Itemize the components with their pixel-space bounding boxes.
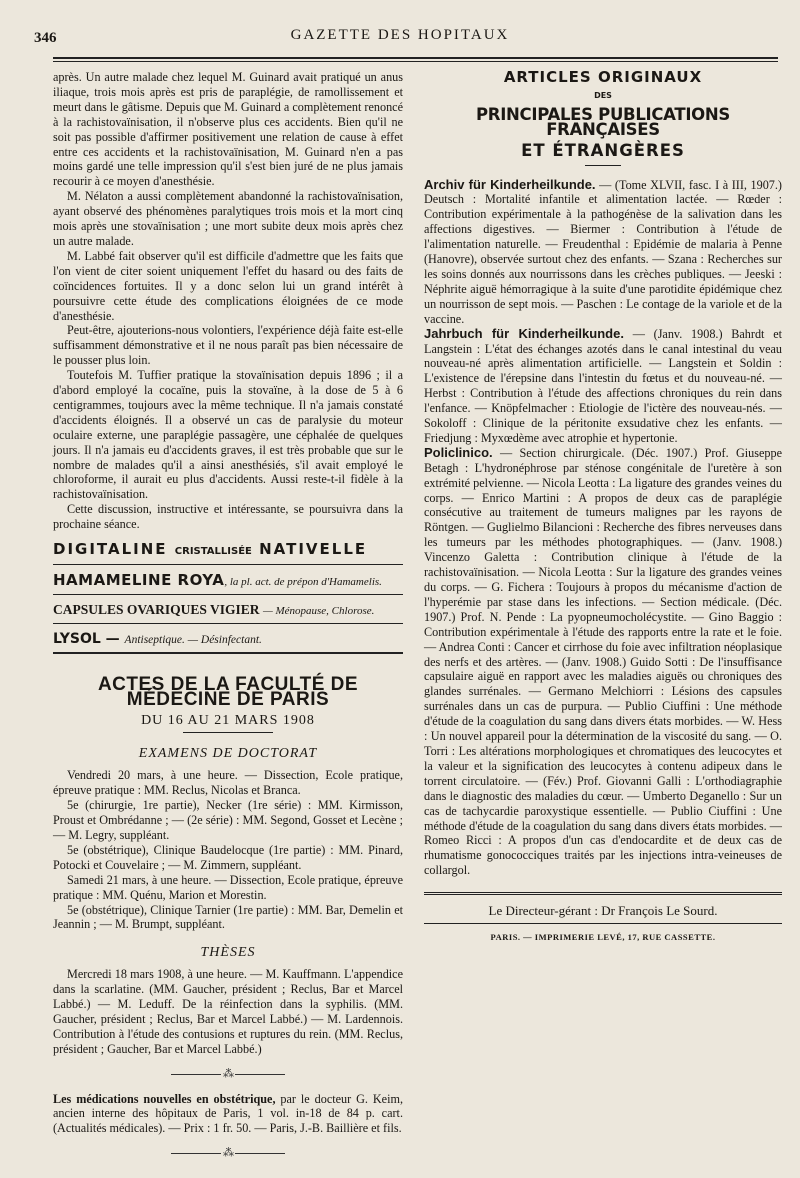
ornament-divider: ⁂ (53, 1067, 403, 1082)
exam-entry: 5e (obstétrique), Clinique Baudelocque (1re partie) : MM. Pinard, Potocki et Couvelaire ; — M. Zimmern, suppléant. (53, 842, 403, 872)
paragraph: M. Nélaton a aussi complètement abandonné la rachistovaïnisation, ayant observé des phénomènes paralytiques trois mois et la mort cinq mois après une stovaïnisation ; une mort subite deux mois après chez un autre malade. (53, 189, 403, 248)
paragraph: après. Un autre malade chez lequel M. Guinard avait pratiqué un anus iliaque, trois mois après est pris de paraplégie, de ramollissement et meurt dans le gâtisme. Depuis que M. Guinard a complètement renoncé à la rachistovaïnisation, il n'observe plus ces accidents. Bien qu'il ne soit pas possible d'affirmer positivement une relation de cause à effet entre ces accidents et la rachistovaïnisation, M. Guinard n'en a pas moins gardé une telle impression qu'il s'est bien juré de ne plus jamais recourir à ce moyen d'anesthésie. (53, 70, 403, 189)
review-entry: Jahrbuch für Kinderheilkunde. — (Janv. 1908.) Bahrdt et Langstein : L'état des échanges azotés dans le canal intestinal du veau nouveau-né après alimentation artificielle. — Langstein et Soldin : L'existence de l'érepsine dans l'intestin du fœtus et du nouveau-né. — Herbst : Contribution à l'étude des affections chroniques du rein dans l'enfance. — Knöpfelmacher : Etiologie de l'ictère des nouveau-nés. — Sokoloff : Clinique de la péritonite exsudative chez les enfants. — Friedjung : Myxœdème avec atrophie et hypertonie. (424, 325, 782, 445)
paragraph: M. Labbé fait observer qu'il est difficile d'admettre que les faits que l'on vient de citer soient uniquement l'effet du hasard ou des faits de coïncidences fortuites. Il y a donc selon lui un grand intérêt à poursuivre cette étude des complications éloignées de ce mode d'anesthésie. (53, 248, 403, 323)
header-rule (53, 57, 778, 62)
examens-heading: EXAMENS DE DOCTORAT (138, 746, 318, 762)
paragraph: Peut-être, ajouterions-nous volontiers, l'expérience déjà faite est-elle suffisamment démonstrative et il ne nous paraît pas bien nécessaire de le pousser plus loin. (53, 323, 403, 368)
exam-entry: 5e (obstétrique), Clinique Tarnier (1re partie) : MM. Bar, Demelin et Jeannin ; — M. Brumpt, suppléant. (53, 902, 403, 932)
divider (53, 623, 403, 624)
articles-heading: ARTICLES ORIGINAUX (503, 68, 703, 86)
ad-digitaline: DIGITALINE CRISTALLISÉE NATIVELLE (53, 540, 368, 559)
ad-lysol: LYSOL — Antiseptique. — Désinfectant. (53, 630, 262, 647)
left-column (53, 70, 403, 1171)
theses-heading: THÈSES (200, 945, 256, 961)
divider (424, 923, 782, 924)
ad-hamameline: HAMAMELINE ROYA, la pl. act. de prépon d'Hamamelis. (53, 571, 382, 589)
divider (183, 732, 273, 733)
divider (53, 594, 403, 595)
ornament-divider: ⁂ (53, 1146, 403, 1161)
etrangeres-heading: ET ÉTRANGÈRES (521, 140, 685, 160)
director-line: Le Directeur-gérant : Dr François Le Sourd. (488, 903, 718, 919)
divider (53, 652, 403, 654)
paragraph: Cette discussion, instructive et intéressante, se poursuivra dans la prochaine séance. (53, 502, 403, 532)
actes-title: ACTES DE LA FACULTÉ DE MÉDECINE DE PARIS (97, 673, 359, 710)
articles-subheading: DES (594, 90, 612, 100)
divider (53, 564, 403, 565)
exam-entry: Vendredi 20 mars, à une heure. — Dissection, Ecole pratique, épreuve pratique : MM. Reclus, Nicolas et Branca. (53, 768, 403, 798)
theses-entry: Mercredi 18 mars 1908, à une heure. — M. Kauffmann. L'appendice dans la scarlatine. (MM. Gaucher, président ; Reclus, Bar et Marcel Labbé.) — M. Leduff. De la réinfection dans la syphilis. (MM. Gaucher, président ; Reclus, Bar et Marcel Labbé.) — M. Lardennois. Contribution à l'étude des contusions et ruptures du rein. (MM. Reclus, président ; Gaucher, Bar et Marcel Labbé.) (53, 967, 403, 1056)
review-entry: Policlinico. — Section chirurgicale. (Déc. 1907.) Prof. Giuseppe Betagh : L'hydronéphrose par sténose congénitale de l'uretère à son extrémité pelvienne. — Nicola Leotta : La ligature des grandes veines du corps. — Enrico Martini : A propos de deux cas de paraplégie consécutive au traitement de tumeurs malignes par les rayons de Röntgen. — Guglielmo Bilancioni : Recherche des fibres nerveuses dans les tumeurs par les méthodes photographiques. — (Janv. 1908.) Vincenzo Galetta : Contribution clinique à l'étude de la rachistovaïnisation. — Nicola Leotta : Sur la ligature des grandes veines du corps. — G. Fichera : Toujours à propos du mécanisme d'action de l'hyperémie par stase dans les infections. — Section médicale. (Déc. 1907.) Prof. N. Pende : La pyopneumocholécystite. — Gino Baggio : Contribution expérimentale à l'étude des rapports entre la rate et le foie. — Andrea Conti : Cancer et cirrhose du foie avec infiltration néoplasique des nerfs et des artères. — (Janv. 1908.) Guido Sotti : De l'insuffisance capsulaire aiguë en rapport avec les maladies aiguës ou chroniques des glandes surrénales. — Germano Melchiorri : Lésions des capsules surrénales dans un cas de purpura. — Publio Ciuffini : Une méthode d'étude de la coagulation du sang dans divers états morbides. — W. Hess : Un nouvel appareil pour la détermination de la viscosité du sang. — O. Torri : Les altérations morphologiques et chromatiques des leucocytes et la valeur et la signification des leucocytes à contenu adipeux dans le torrent circulatoire. — (Fév.) Prof. Giovanni Galli : L'orthodiagraphie dans le diagnostic des maladies du cœur. — Umberto Deganello : Sur un cas de tachycardie paroxystique essentielle. — Publio Ciuffini : Une méthode d'étude de la coagulation du sang dans divers états morbides. — Romeo Ricci : A propos d'un cas d'endocardite et de deux cas de rhumatisme gonococciques traités par les injections intra-veineuses de collargol. (424, 444, 782, 878)
ad-capsules: CAPSULES OVARIQUES VIGIER — Ménopause, Chlorose. (53, 601, 375, 617)
printer-line: PARIS. — IMPRIMERIE LEVÉ, 17, RUE CASSETTE. (490, 932, 716, 943)
exam-entry: Samedi 21 mars, à une heure. — Dissection, Ecole pratique, épreuve pratique : MM. Quénu, Marion et Morestin. (53, 872, 403, 902)
page-number: 346 (34, 30, 57, 46)
exam-entry: 5e (chirurgie, 1re partie), Necker (1re série) : MM. Kirmisson, Proust et Ombrédanne ; — (2e série) : MM. Segond, Gosset et Lecène ; — M. Legry, suppléant. (53, 798, 403, 842)
footer-rule (424, 892, 782, 898)
actes-dates: DU 16 AU 21 MARS 1908 (141, 712, 315, 728)
paragraph: Toutefois M. Tuffier pratique la stovaïnisation depuis 1896 ; il a d'abord employé la cocaïne, puis la stovaïne, à la dose de 5 à 6 centigrammes, toujours avec la même technique. Il n'a jamais constaté d'accidents éloignés. Il a observé un cas de paralysie du moteur oculaire externe, une paraplégie passagère, une céphalée de quelques jours. Il n'a jamais eu d'accidents graves, il est très probable que sur le nombre de malades qu'il a ainsi anesthésiés, s'il avait employé le chloroforme, il aurait eu plus d'accidents. Aussi reste-t-il fidèle à la rachistovaïnisation. (53, 368, 403, 502)
running-header: GAZETTE DES HOPITAUX (290, 27, 510, 43)
divider (585, 165, 621, 166)
publications-heading: PRINCIPALES PUBLICATIONS FRANÇAISES (476, 104, 730, 139)
right-column (424, 70, 782, 945)
book-notice: Les médications nouvelles en obstétrique, par le docteur G. Keim, ancien interne des hôpitaux de Paris, 1 vol. in-18 de 84 p. cart. (Actualités médicales). — Prix : 1 fr. 50. — Paris, J.-B. Baillière et fils. (53, 1091, 404, 1136)
review-entry: Archiv für Kinderheilkunde. — (Tome XLVII, fasc. I à III, 1907.) Deutsch : Mortalité infantile et alimentation lactée. — Rœder : Contribution expérimentale à la pathogénèse de la salivation dans les affections digestives. — Biermer : Contribution à l'étude de l'alimentation naturelle. — Freudenthal : Epidémie de malaria à Penne (Hanovre), observée surtout chez des enfants. — Szana : Recherches sur les soins donnés aux nourrissons dans les crèches publiques. — Jeeski : Néphrite aiguë hémorragique à la suite d'une parotidite épidémique chez un nourrisson de sept mois. — Paschen : Le contage de la variole et de la vaccine. (424, 176, 782, 326)
